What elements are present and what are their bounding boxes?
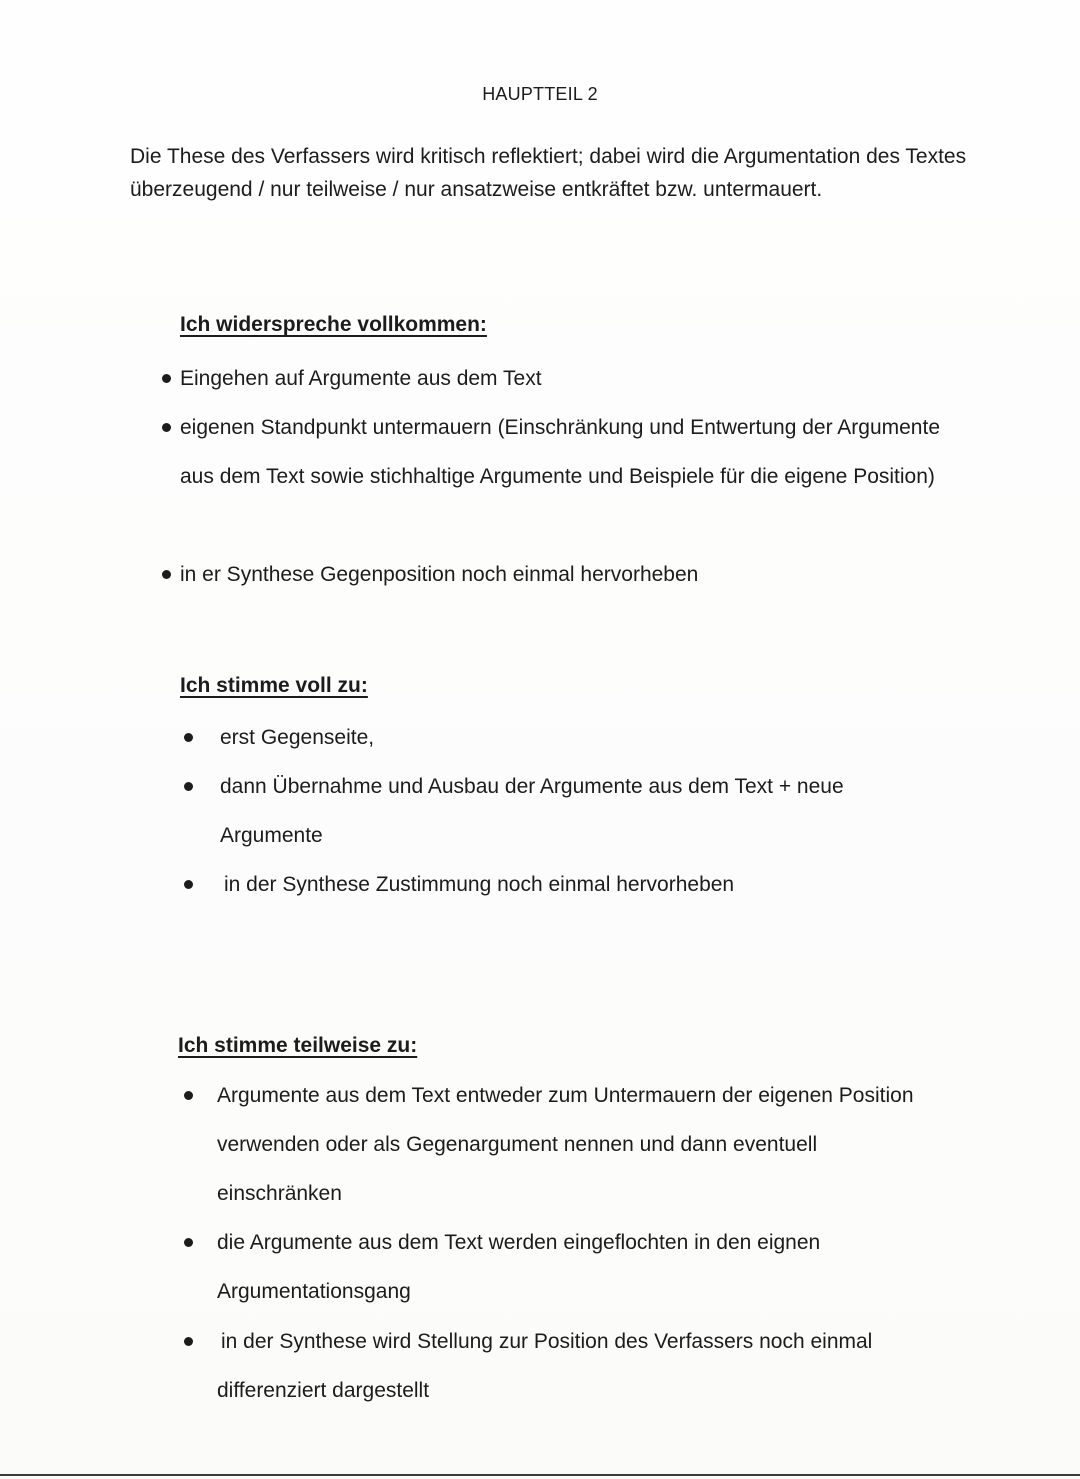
list-item-text: in er Synthese Gegenposition noch einmal hervorheben [180, 563, 699, 586]
bullet-icon [162, 374, 171, 383]
bullet-icon [184, 880, 193, 889]
bullet-icon [184, 1238, 193, 1247]
intro-paragraph: Die These des Verfassers wird kritisch reflektiert; dabei wird die Argumentation des Textes überzeugend / nur teilweise / nur ansatzweise entkräftet bzw. untermauert. [130, 145, 967, 201]
list-item-text: in der Synthese Zustimmung noch einmal hervorheben [224, 873, 735, 896]
section-heading: Ich stimme teilweise zu: [178, 1034, 418, 1057]
list-item-text: Eingehen auf Argumente aus dem Text [180, 367, 542, 390]
list-item-text: erst Gegenseite, [220, 726, 375, 749]
list-item-text: in der Synthese wird Stellung zur Position des Verfassers noch einmal differenziert dargestellt [217, 1330, 873, 1402]
bullet-icon [184, 733, 193, 742]
list-item-text: Argumente aus dem Text entweder zum Untermauern der eigenen Position verwenden oder als Gegenargument nennen und dann eventuell einschränken [217, 1084, 914, 1205]
section-heading: Ich stimme voll zu: [180, 674, 368, 697]
list-item-text: dann Übernahme und Ausbau der Argumente aus dem Text + neue Argumente [220, 775, 844, 847]
bullet-icon [184, 782, 193, 791]
bullet-icon [162, 423, 171, 432]
page-title: HAUPTTEIL 2 [482, 84, 598, 104]
bullet-icon [184, 1091, 193, 1100]
bullet-icon [184, 1337, 193, 1346]
section-heading: Ich widerspreche vollkommen: [180, 313, 487, 336]
list-item-text: die Argumente aus dem Text werden eingeflochten in den eignen Argumentationsgang [217, 1231, 821, 1303]
page-bottom-edge [0, 1474, 1080, 1476]
bullet-icon [162, 570, 171, 579]
list-item-text: eigenen Standpunkt untermauern (Einschränkung und Entwertung der Argumente aus dem Text sowie stichhaltige Argumente und Beispiele für die eigene Position) [180, 416, 940, 488]
